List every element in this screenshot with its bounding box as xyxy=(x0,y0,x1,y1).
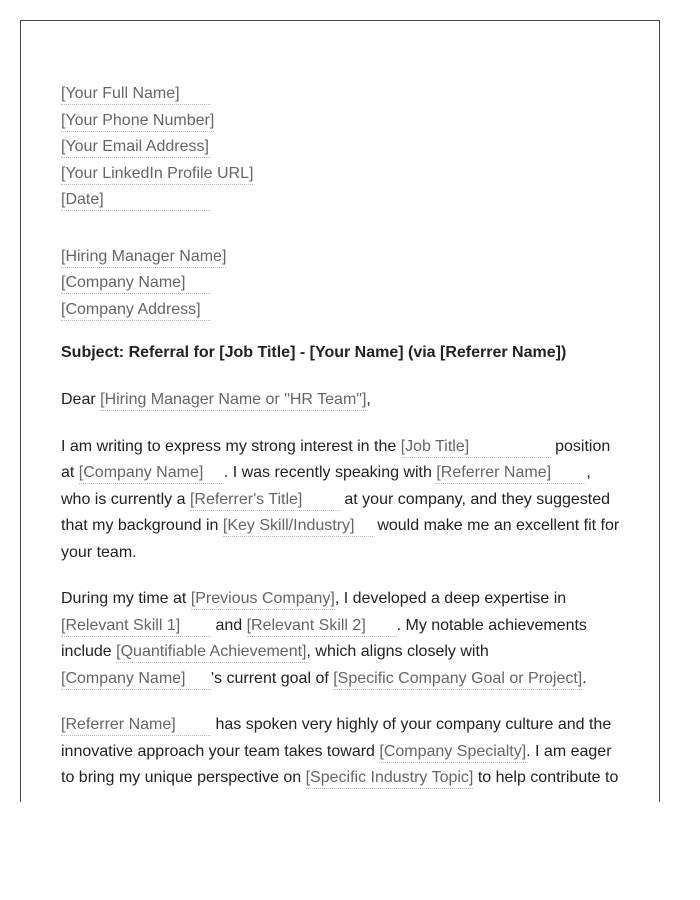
key-skill-field[interactable]: [Key Skill/Industry] xyxy=(223,516,373,537)
p2-text-5: , which aligns closely with xyxy=(306,643,489,660)
hiring-manager-field[interactable]: [Hiring Manager Name] xyxy=(61,247,226,268)
salutation-suffix: , xyxy=(366,391,371,408)
date-field[interactable]: [Date] xyxy=(61,190,211,211)
skill-1-field[interactable]: [Relevant Skill 1] xyxy=(61,616,211,637)
p1-text-3: . I was recently speaking with xyxy=(223,464,437,481)
subject-line: Subject: Referral for [Job Title] - [Your Name] (via [Referrer Name]) xyxy=(61,344,567,361)
previous-company-field[interactable]: [Previous Company] xyxy=(191,589,335,610)
document-page xyxy=(20,20,660,802)
sender-full-name-field[interactable]: [Your Full Name] xyxy=(61,84,211,105)
p2-text-2: , I developed a deep expertise in xyxy=(334,590,567,607)
p1-text-2: position at xyxy=(61,437,611,481)
p2-text-1: During my time at xyxy=(61,590,191,607)
p2-company-field[interactable]: [Company Name] xyxy=(61,669,211,690)
p1-referrer-field[interactable]: [Referrer Name] xyxy=(436,463,586,484)
sender-linkedin-field[interactable]: [Your LinkedIn Profile URL] xyxy=(61,164,253,185)
recipient-company-field[interactable]: [Company Name] xyxy=(61,273,211,294)
p2-text-6: 's current goal of xyxy=(211,669,334,687)
p1-company-field[interactable]: [Company Name] xyxy=(79,463,224,484)
company-specialty-field[interactable]: [Company Specialty] xyxy=(379,742,526,763)
recipient-block xyxy=(61,244,621,324)
achievement-field[interactable]: [Quantifiable Achievement] xyxy=(116,642,306,663)
p2-text-3: and xyxy=(211,616,247,634)
salutation-prefix: Dear xyxy=(61,391,101,408)
p2-text-4: . My notable achievements include xyxy=(61,616,587,660)
company-goal-field[interactable]: [Specific Company Goal or Project] xyxy=(333,669,582,690)
p1-text-1: I am writing to express my strong interest in the xyxy=(61,437,401,455)
salutation xyxy=(61,387,621,414)
sender-email-field[interactable]: [Your Email Address] xyxy=(61,137,211,158)
p1-text-4: , who is currently a xyxy=(61,464,591,508)
skill-2-field[interactable]: [Relevant Skill 2] xyxy=(247,616,397,637)
paragraph-3 xyxy=(61,712,621,792)
p2-text-7: . xyxy=(582,669,587,687)
letter-body xyxy=(61,81,621,792)
p1-text-6: would make me an excellent fit for your team. xyxy=(61,517,620,561)
p3-text-3: to help contribute to xyxy=(473,769,619,786)
paragraph-1 xyxy=(61,434,621,567)
salutation-name-field[interactable]: [Hiring Manager Name or "HR Team"] xyxy=(100,390,366,411)
paragraph-2 xyxy=(61,586,621,692)
sender-phone-field[interactable]: [Your Phone Number] xyxy=(61,111,214,132)
p3-text-1: has spoken very highly of your company culture and the innovative approach your team takes toward xyxy=(61,716,612,760)
p3-text-2: . I am eager to bring my unique perspective on xyxy=(61,742,612,786)
company-address-field[interactable]: [Company Address] xyxy=(61,300,211,321)
sender-block xyxy=(61,81,621,214)
p1-text-5: at your company, and they suggested that my background in xyxy=(61,490,611,534)
industry-topic-field[interactable]: [Specific Industry Topic] xyxy=(306,768,474,789)
job-title-field[interactable]: [Job Title] xyxy=(401,437,551,458)
p3-referrer-field[interactable]: [Referrer Name] xyxy=(61,715,211,736)
referrer-title-field[interactable]: [Referrer's Title] xyxy=(190,490,340,511)
